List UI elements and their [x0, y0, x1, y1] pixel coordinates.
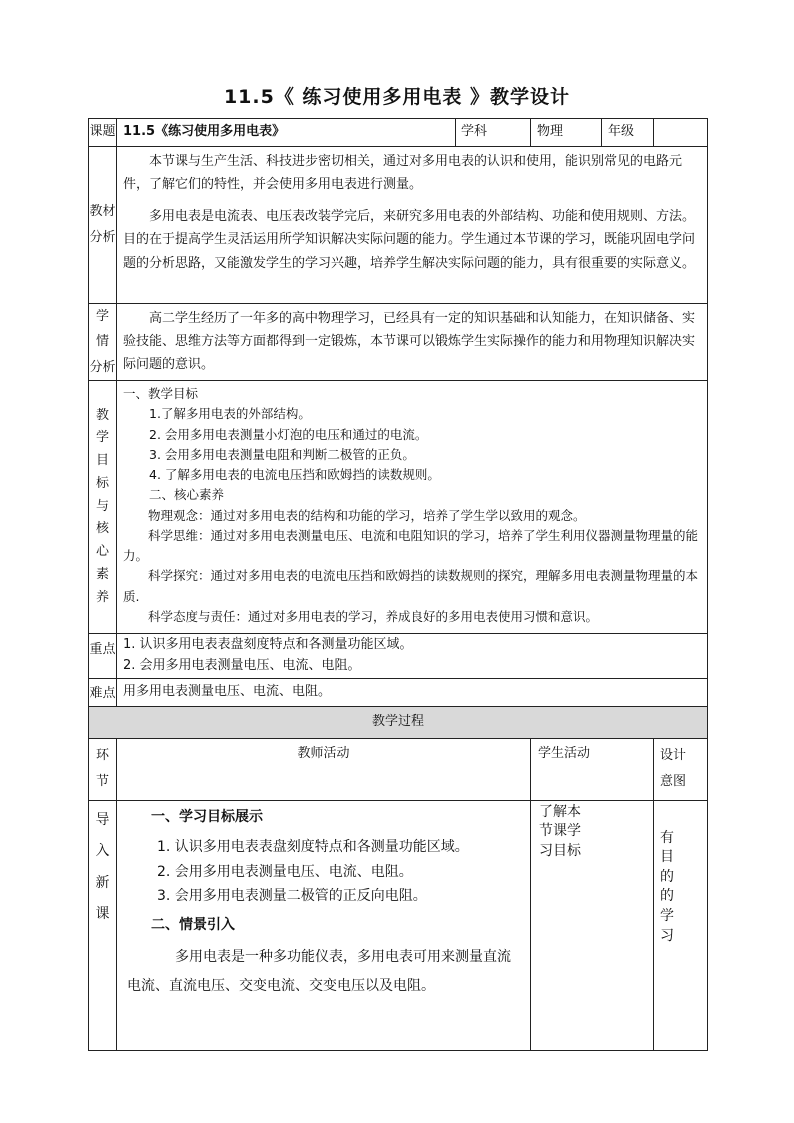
intro-stage-row — [89, 800, 708, 1050]
objectives-label — [89, 381, 117, 634]
objective-item: 4. 了解多用电表的电流电压挡和欧姆挡的读数规则。 — [149, 467, 440, 483]
intro-goal-item: 2. 会用多用电表测量电压、电流、电阻。 — [157, 863, 413, 880]
student-activity-line: 节课学 — [539, 823, 582, 840]
col-design-line: 设计 — [660, 747, 687, 763]
key-points-row — [89, 634, 708, 679]
stage-line: 入 — [95, 843, 110, 860]
student-analysis-label — [89, 304, 117, 381]
design-line: 习 — [660, 927, 675, 944]
label-line: 教材 — [89, 204, 116, 219]
label-line: 养 — [95, 589, 109, 605]
col-student: 学生活动 — [531, 738, 654, 800]
literacy-item: 科学思维：通过对多用电表测量电压、电流和电阻知识的学习，培养了学生利用仪器测量物理量的能力。 — [123, 527, 699, 564]
grade-value — [654, 119, 708, 147]
student-analysis-row — [89, 304, 708, 381]
process-heading-row — [89, 706, 708, 738]
design-line: 目 — [660, 849, 675, 866]
literacy-heading: 二、核心素养 — [149, 487, 225, 503]
lesson-plan-table — [88, 118, 708, 1051]
label-line: 教 学 — [95, 407, 109, 446]
objective-item: 1.了解多用电表的外部结构。 — [149, 406, 311, 422]
objectives-row — [89, 381, 708, 634]
intro-section-heading: 一、学习目标展示 — [151, 808, 263, 825]
design-line: 的 — [660, 868, 675, 885]
stage-line: 导 — [95, 811, 110, 828]
document-title: 11.5《 练习使用多用电表 》教学设计 — [223, 86, 571, 108]
label-line: 学 情 — [95, 309, 109, 350]
student-analysis-text: 高二学生经历了一年多的高中物理学习，已经具有一定的知识基础和认知能力，在知识储备、实验技能、思维方法等方面都得到一定锻炼，本节课可以锻炼学生实际操作的能力和用物理知识解决实际问题的意识。 — [123, 311, 696, 373]
label-line: 与 核 — [95, 498, 109, 537]
intro-section-heading: 二、情景引入 — [151, 916, 235, 933]
key-point-item: 1. 认识多用电表表盘刻度特点和各测量功能区域。 — [123, 637, 413, 653]
col-teacher: 教师活动 — [117, 738, 531, 800]
subject-label: 学科 — [456, 119, 531, 147]
literacy-item: 科学探究：通过对多用电表的电流电压挡和欧姆挡的读数规则的探究，理解多用电表测量物理量的本质. — [123, 568, 699, 604]
header-row — [89, 119, 708, 147]
difficult-points-label: 难点 — [89, 678, 117, 706]
intro-stage-label — [89, 800, 117, 1050]
intro-design-intent — [654, 800, 708, 1050]
label-line: 目 标 — [95, 453, 109, 491]
intro-scene-text: 多用电表是一种多功能仪表，多用电表可用来测量直流电流、直流电压、交变电流、交变电压以及电阻。 — [127, 949, 511, 994]
label-line: 分析 — [89, 359, 116, 375]
subject-value: 物理 — [531, 119, 602, 147]
grade-label: 年级 — [602, 119, 654, 147]
literacy-item: 物理观念：通过对多用电表的结构和功能的学习，培养了学生学以致用的观念。 — [148, 507, 586, 523]
col-stage — [89, 738, 117, 800]
col-design-line: 意图 — [660, 774, 687, 790]
key-point-item: 2. 会用多用电表测量电压、电流、电阻。 — [123, 657, 361, 673]
difficult-points-row — [89, 678, 708, 706]
difficult-points-text: 用多用电表测量电压、电流、电阻。 — [117, 678, 708, 706]
student-activity-line: 了解本 — [539, 803, 582, 820]
objectives-heading: 一、教学目标 — [123, 386, 199, 402]
design-line: 的 — [660, 888, 675, 905]
intro-goal-item: 3. 会用多用电表测量二极管的正反向电阻。 — [157, 888, 427, 905]
process-heading: 教学过程 — [89, 706, 708, 738]
intro-student-activity — [531, 800, 654, 1050]
col-stage-line: 节 — [95, 774, 109, 790]
textbook-analysis-para2: 多用电表是电流表、电压表改装学完后，来研究多用电表的外部结构、功能和使用规则、方法。目的在于提高学生灵活运用所学知识解决实际问题的能力。学生通过本节课的学习，既能巩固电学问题的分析思路，又能激发学生的学习兴趣，培养学生解决实际问题的能力，具有很重要的实际意义。 — [123, 209, 696, 271]
objective-item: 2. 会用多用电表测量小灯泡的电压和通过的电流。 — [149, 426, 428, 442]
textbook-analysis-row — [89, 147, 708, 304]
col-stage-line: 环 — [95, 747, 109, 763]
design-line: 有 — [660, 829, 675, 846]
label-line: 心 素 — [95, 544, 109, 582]
student-activity-line: 习目标 — [539, 842, 582, 859]
objective-item: 3. 会用多用电表测量电阻和判断二极管的正负。 — [149, 446, 415, 462]
intro-teacher-activity — [117, 800, 531, 1050]
literacy-item: 科学态度与责任：通过对多用电表的学习，养成良好的多用电表使用习惯和意识。 — [148, 608, 599, 624]
textbook-analysis-label — [89, 147, 117, 304]
design-line: 学 — [660, 908, 675, 924]
col-design — [654, 738, 708, 800]
label-line: 分析 — [89, 230, 116, 245]
stage-line: 课 — [95, 906, 110, 923]
textbook-analysis-para1: 本节课与生产生活、科技进步密切相关，通过对多用电表的认识和使用，能识别常见的电路元件，了解它们的特性，并会使用多用电表进行测量。 — [123, 154, 683, 193]
key-points-label: 重点 — [89, 634, 117, 679]
topic-value: 11.5《练习使用多用电表》 — [117, 119, 456, 147]
process-columns-row — [89, 738, 708, 800]
intro-goal-item: 1. 认识多用电表表盘刻度特点和各测量功能区域。 — [157, 839, 469, 856]
topic-label: 课题 — [89, 119, 117, 147]
stage-line: 新 — [95, 874, 110, 891]
